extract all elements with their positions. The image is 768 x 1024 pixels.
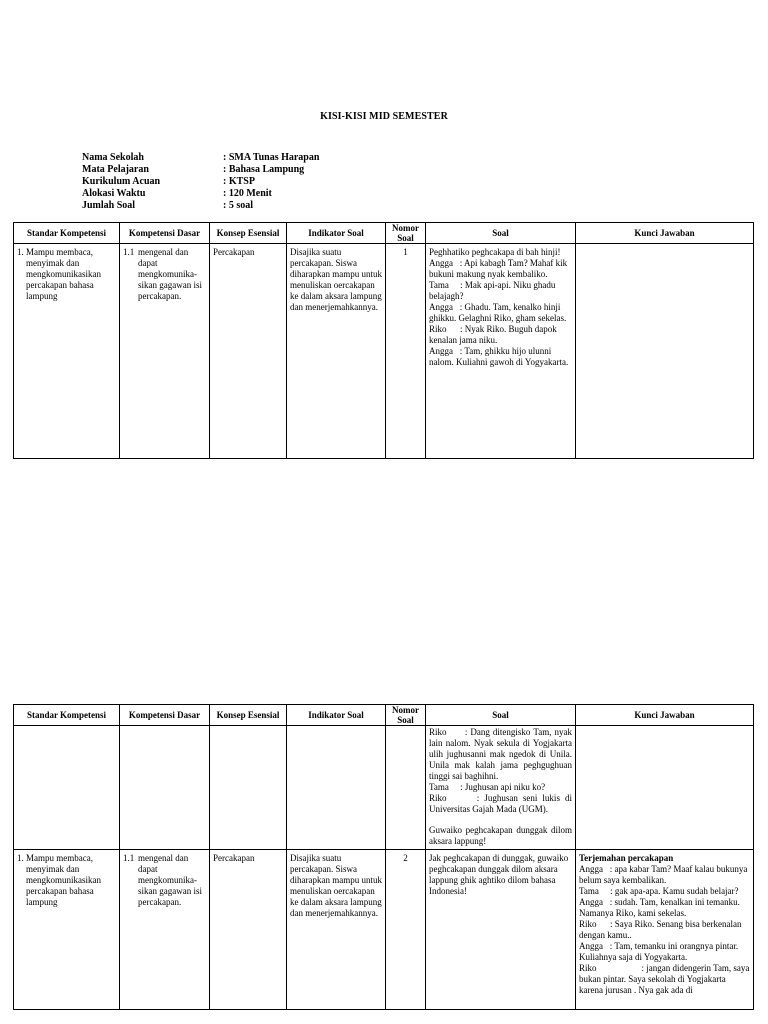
list-number: 1. (17, 247, 24, 257)
cell-nomor-soal (386, 726, 426, 850)
header-row (14, 705, 754, 726)
sk-text: Mampu membaca, menyimak dan mengkomunikasikan percakapan bahasa lampung (26, 247, 101, 301)
soal-line: Peghhatiko peghcakapa di bah hinji! (429, 247, 561, 257)
soal-instruction: Guwaiko peghcakapan dunggak dilom aksara lappung! (429, 825, 575, 846)
grid-table-page-1 (13, 222, 754, 459)
meta-label: Mata Pelajaran (82, 164, 149, 175)
cell-soal: Jak peghcakapan di dunggak, guwaiko peghcakapan dunggak dilom aksara lappung ghik aghtiko dilom bahasa Indonesia! (426, 850, 576, 1010)
header-indikator-soal: Indikator Soal (287, 705, 386, 726)
cell-nomor-soal: 2 (386, 850, 426, 1010)
meta-row-time (82, 188, 319, 200)
answer-line: Tama : gak apa-apa. Kamu sudah belajar? (579, 886, 739, 896)
table-row (14, 726, 754, 850)
header-kompetensi-dasar: Kompetensi Dasar (120, 223, 210, 244)
cell-indikator-soal (287, 726, 386, 850)
answer-line: Riko : jangan didengerin Tam, saya bukan pintar. Saya sekolah di Yogjakarta karena jurusan . Nya gak ada di (579, 963, 752, 995)
cell-indikator-soal: Disajika suatu percakapan. Siswa diharapkan mampu untuk menuliskan oercakapan ke dalam aksara lampung dan menerjemahkannya. (287, 850, 386, 1010)
cell-standar-kompetensi (14, 244, 120, 459)
header-kunci-jawaban: Kunci Jawaban (576, 705, 754, 726)
answer-line: Angga : sudah. Tam, kenalkan ini temanku. Namanya Riko, kami sekelas. (579, 897, 743, 918)
cell-kompetensi-dasar (120, 244, 210, 459)
cell-kunci-jawaban (576, 244, 754, 459)
cell-indikator-soal: Disajika suatu percakapan. Siswa diharapkan mampu untuk menuliskan oercakapan ke dalam aksara lampung dan menerjemahkannya. (287, 244, 386, 459)
meta-row-count (82, 200, 319, 212)
cell-kompetensi-dasar (120, 726, 210, 850)
meta-value: : SMA Tunas Harapan (223, 152, 320, 163)
meta-label: Alokasi Waktu (82, 188, 146, 199)
list-number: 1.1 (123, 853, 135, 863)
cell-standar-kompetensi (14, 850, 120, 1010)
soal-line: Riko : Jughusan seni lukis di Universitas Gajah Mada (UGM). (429, 793, 575, 814)
meta-label: Kurikulum Acuan (82, 176, 161, 187)
table-row (14, 244, 754, 459)
header-indikator-soal: Indikator Soal (287, 223, 386, 244)
meta-value: : KTSP (223, 176, 255, 187)
cell-konsep-esensial: Percakapan (210, 244, 287, 459)
cell-kunci-jawaban (576, 850, 754, 1010)
header-soal: Soal (426, 705, 576, 726)
soal-line: Tama : Mak api-api. Niku ghadu belajagh? (429, 280, 558, 301)
kd-text: mengenal dan dapat mengkomunika-sikan gagawan isi percakapan. (138, 247, 202, 301)
school-info (82, 152, 319, 212)
header-row (14, 223, 754, 244)
meta-label: Nama Sekolah (82, 152, 144, 163)
header-nomor-soal: Nomor Soal (386, 705, 426, 726)
soal-line: Angga : Ghadu. Tam, kenalko hinji ghikku. Gelaghni Riko, gham sekelas. (429, 302, 567, 323)
list-number: 1.1 (123, 247, 135, 257)
answer-line: Riko : Saya Riko. Senang bisa berkenalan dengan kamu.. (579, 919, 744, 940)
grid-table-page-2 (13, 704, 754, 1010)
header-soal: Soal (426, 223, 576, 244)
soal-line: Angga : Api kabagh Tam? Mahaf kik bukuni makung nyak kembaliko. (429, 258, 570, 279)
meta-value: : Bahasa Lampung (223, 164, 305, 175)
header-kompetensi-dasar: Kompetensi Dasar (120, 705, 210, 726)
cell-nomor-soal: 1 (386, 244, 426, 459)
header-kunci-jawaban: Kunci Jawaban (576, 223, 754, 244)
header-nomor-soal: Nomor Soal (386, 223, 426, 244)
cell-soal (426, 726, 576, 850)
table-row (14, 850, 754, 1010)
meta-value: : 120 Menit (223, 188, 272, 199)
sk-text: Mampu membaca, menyimak dan mengkomunikasikan percakapan bahasa lampung (26, 853, 101, 907)
cell-standar-kompetensi (14, 726, 120, 850)
soal-line: Riko : Dang ditengisko Tam, nyak lain nalom. Nyak sekula di Yogjakarta ulih jughusanni mak ngedok di Unila. Unila mak kalah jama peghgughuan tinggi sai baghihni. (429, 727, 575, 781)
header-konsep-esensial: Konsep Esensial (210, 223, 287, 244)
soal-line: Angga : Tam, ghikku hijo ulunni nalom. Kuliahni gawoh di Yogyakarta. (429, 346, 569, 367)
cell-konsep-esensial: Percakapan (210, 850, 287, 1010)
cell-kompetensi-dasar (120, 850, 210, 1010)
answer-line: Angga : Tam, temanku ini orangnya pintar. Kuliahnya saja di Yogyakarta. (579, 941, 741, 962)
cell-kunci-jawaban (576, 726, 754, 850)
cell-konsep-esensial (210, 726, 287, 850)
meta-row-subject (82, 164, 319, 176)
header-standar-kompetensi: Standar Kompetensi (14, 705, 120, 726)
meta-value: : 5 soal (223, 200, 253, 211)
list-number: 1. (17, 853, 24, 863)
answer-title: Terjemahan percakapan (579, 853, 674, 863)
meta-row-curriculum (82, 176, 319, 188)
cell-soal (426, 244, 576, 459)
document-title: KISI-KISI MID SEMESTER (320, 111, 448, 122)
meta-label: Jumlah Soal (82, 200, 136, 211)
answer-line: Angga : apa kabar Tam? Maaf kalau bukunya belum saya kembalikan. (579, 864, 750, 885)
soal-line: Riko : Nyak Riko. Buguh dapok kenalan jama niku. (429, 324, 559, 345)
meta-row-school (82, 152, 319, 164)
soal-line: Tama : Jughusan api niku ko? (429, 782, 546, 792)
kd-text: mengenal dan dapat mengkomunika-sikan gagawan isi percakapan. (138, 853, 202, 907)
header-standar-kompetensi: Standar Kompetensi (14, 223, 120, 244)
header-konsep-esensial: Konsep Esensial (210, 705, 287, 726)
